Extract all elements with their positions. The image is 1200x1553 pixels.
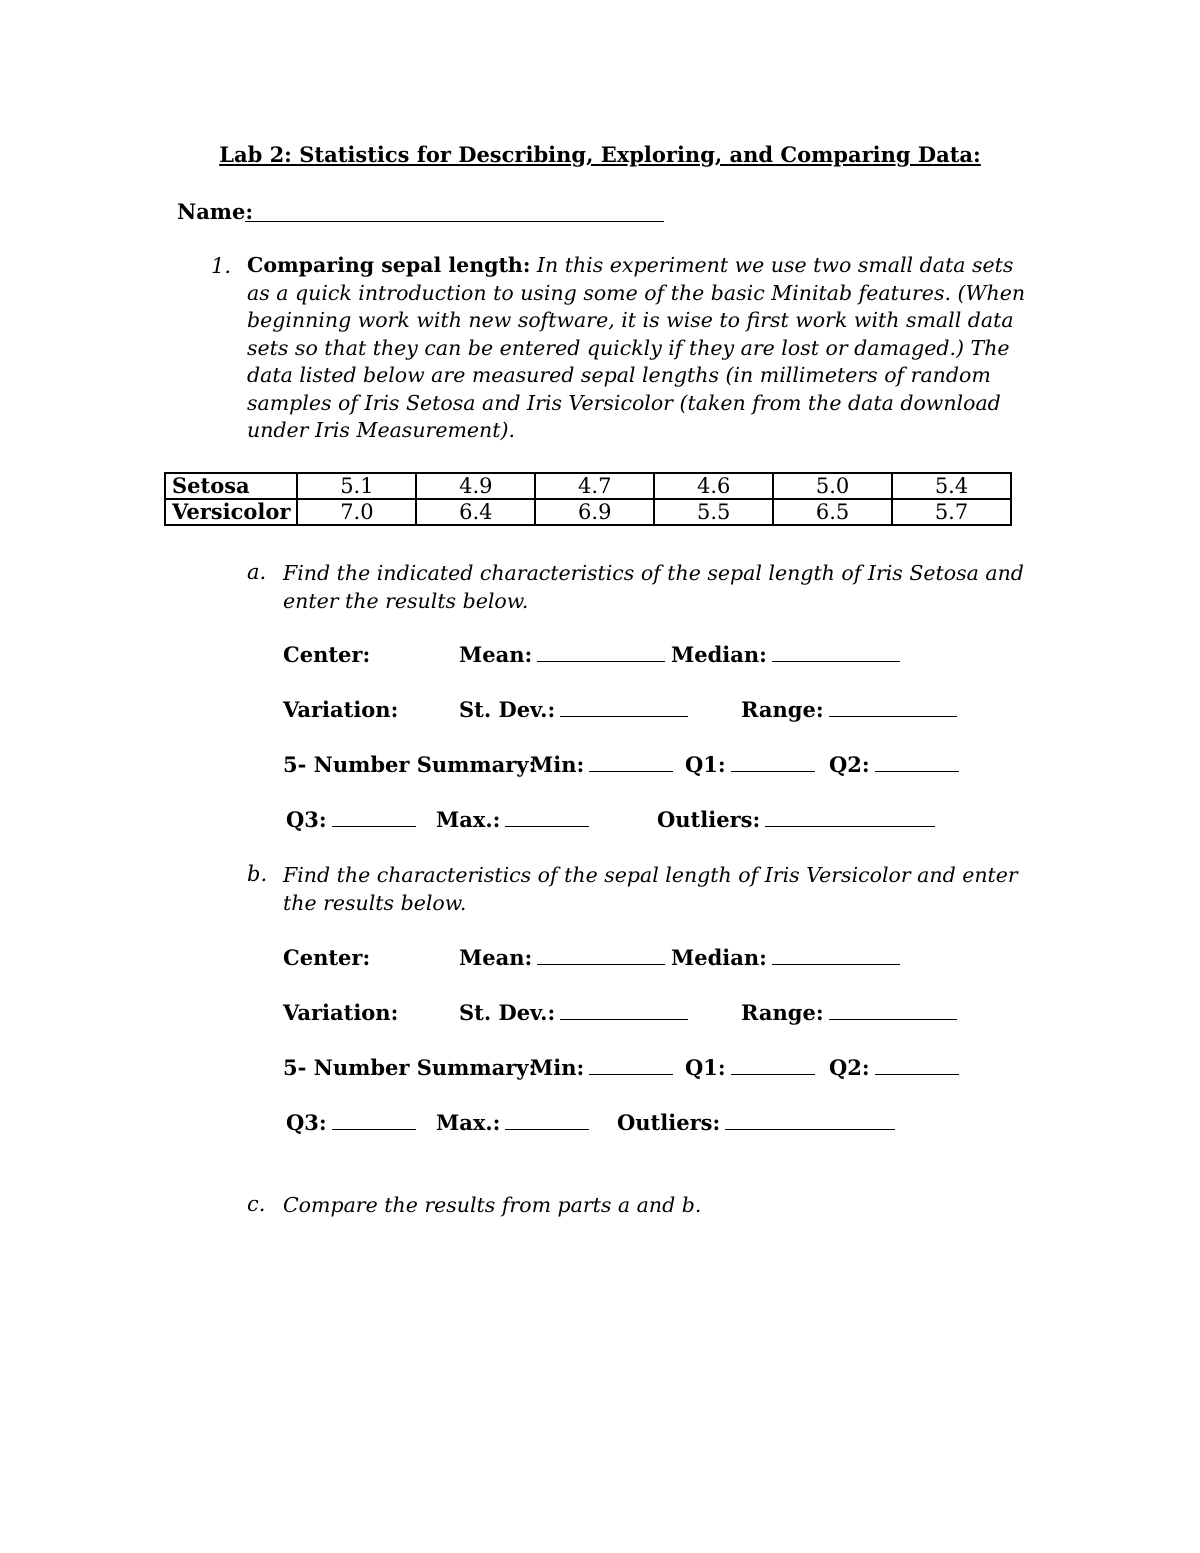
- q2-blank[interactable]: [875, 770, 959, 772]
- max-blank[interactable]: [505, 825, 589, 827]
- median-blank[interactable]: [772, 660, 900, 662]
- median-field: [671, 945, 900, 970]
- outliers-blank[interactable]: [765, 825, 935, 827]
- range-blank[interactable]: [829, 1018, 957, 1020]
- outliers-label: Outliers:: [657, 807, 761, 832]
- mean-field: [459, 642, 665, 667]
- table-row-versicolor: [165, 499, 1011, 525]
- q3-blank[interactable]: [332, 1128, 416, 1130]
- table-cell: 6.9: [535, 499, 654, 525]
- range-field: [741, 697, 957, 722]
- q1-blank[interactable]: [731, 770, 815, 772]
- median-label: Median:: [671, 945, 767, 970]
- max-blank[interactable]: [505, 1128, 589, 1130]
- range-label: Range:: [741, 1000, 824, 1025]
- center-label: Center:: [283, 945, 371, 970]
- variation-label: Variation:: [283, 697, 399, 722]
- five-number-label: 5- Number Summary:: [283, 1055, 537, 1080]
- outliers-blank[interactable]: [725, 1128, 895, 1130]
- mean-field: [459, 945, 665, 970]
- question-number: 1.: [211, 254, 232, 278]
- stdev-field: [459, 697, 688, 722]
- range-field: [741, 1000, 957, 1025]
- stdev-field: [459, 1000, 688, 1025]
- sepal-length-table: [164, 472, 1012, 526]
- part-c-letter: c.: [247, 1192, 266, 1216]
- row-label: Setosa: [165, 473, 297, 499]
- max-field: [436, 807, 589, 832]
- table-cell: 6.4: [416, 499, 535, 525]
- table-cell: 7.0: [297, 499, 416, 525]
- outliers-field: [617, 1110, 895, 1135]
- name-label: Name:: [177, 199, 254, 224]
- min-blank[interactable]: [589, 1073, 673, 1075]
- q1-label: Q1:: [685, 752, 726, 777]
- stdev-blank[interactable]: [560, 1018, 688, 1020]
- outliers-label: Outliers:: [617, 1110, 721, 1135]
- stdev-label: St. Dev.:: [459, 1000, 556, 1025]
- question-1-lead: Comparing sepal length:: [247, 253, 531, 277]
- table-cell: 5.5: [654, 499, 773, 525]
- question-1-text: [247, 252, 1037, 445]
- part-c-text: Compare the results from parts a and b.: [283, 1193, 702, 1217]
- table-cell: 5.1: [297, 473, 416, 499]
- name-field-line[interactable]: [245, 221, 664, 222]
- q2-field: [829, 752, 959, 777]
- median-field: [671, 642, 900, 667]
- q2-label: Q2:: [829, 1055, 870, 1080]
- row-label: Versicolor: [165, 499, 297, 525]
- part-a-text: Find the indicated characteristics of the sepal length of Iris Setosa and enter the results below.: [283, 561, 1024, 613]
- q1-blank[interactable]: [731, 1073, 815, 1075]
- median-label: Median:: [671, 642, 767, 667]
- q1-field: [685, 752, 815, 777]
- q3-blank[interactable]: [332, 825, 416, 827]
- q3-label: Q3:: [286, 1110, 327, 1135]
- part-a-letter: a.: [247, 560, 267, 584]
- variation-label: Variation:: [283, 1000, 399, 1025]
- table-cell: 6.5: [773, 499, 892, 525]
- five-number-label: 5- Number Summary:: [283, 752, 537, 777]
- question-1-body: In this experiment we use two small data sets as a quick introduction to using some of the basic Minitab features. (When beginning work with new software, it is wise to first work with small data sets so that they can be entered quickly if they are lost or damaged.) The data listed below are measured sepal lengths (in millimeters of random samples of Iris Setosa and Iris Versicolor (taken from the data download under Iris Measurement).: [247, 253, 1026, 442]
- part-b-letter: b.: [247, 862, 268, 886]
- table-cell: 4.6: [654, 473, 773, 499]
- range-blank[interactable]: [829, 715, 957, 717]
- q2-label: Q2:: [829, 752, 870, 777]
- q1-label: Q1:: [685, 1055, 726, 1080]
- min-label: Min:: [530, 1055, 585, 1080]
- q3-field: [286, 807, 416, 832]
- q2-blank[interactable]: [875, 1073, 959, 1075]
- max-label: Max.:: [436, 807, 501, 832]
- mean-label: Mean:: [459, 945, 533, 970]
- q3-label: Q3:: [286, 807, 327, 832]
- part-b-text: Find the characteristics of the sepal length of Iris Versicolor and enter the results below.: [283, 863, 1018, 915]
- page-title: Lab 2: Statistics for Describing, Exploring, and Comparing Data:: [219, 142, 981, 167]
- stdev-blank[interactable]: [560, 715, 688, 717]
- q3-field: [286, 1110, 416, 1135]
- mean-blank[interactable]: [537, 660, 665, 662]
- table-cell: 4.7: [535, 473, 654, 499]
- min-blank[interactable]: [589, 770, 673, 772]
- min-label: Min:: [530, 752, 585, 777]
- outliers-field: [657, 807, 935, 832]
- min-field: [530, 1055, 673, 1080]
- table-row-setosa: [165, 473, 1011, 499]
- mean-label: Mean:: [459, 642, 533, 667]
- center-label: Center:: [283, 642, 371, 667]
- q1-field: [685, 1055, 815, 1080]
- min-field: [530, 752, 673, 777]
- table-cell: 5.4: [892, 473, 1011, 499]
- max-field: [436, 1110, 589, 1135]
- range-label: Range:: [741, 697, 824, 722]
- table-cell: 4.9: [416, 473, 535, 499]
- q2-field: [829, 1055, 959, 1080]
- table-cell: 5.0: [773, 473, 892, 499]
- stdev-label: St. Dev.:: [459, 697, 556, 722]
- median-blank[interactable]: [772, 963, 900, 965]
- mean-blank[interactable]: [537, 963, 665, 965]
- max-label: Max.:: [436, 1110, 501, 1135]
- table-cell: 5.7: [892, 499, 1011, 525]
